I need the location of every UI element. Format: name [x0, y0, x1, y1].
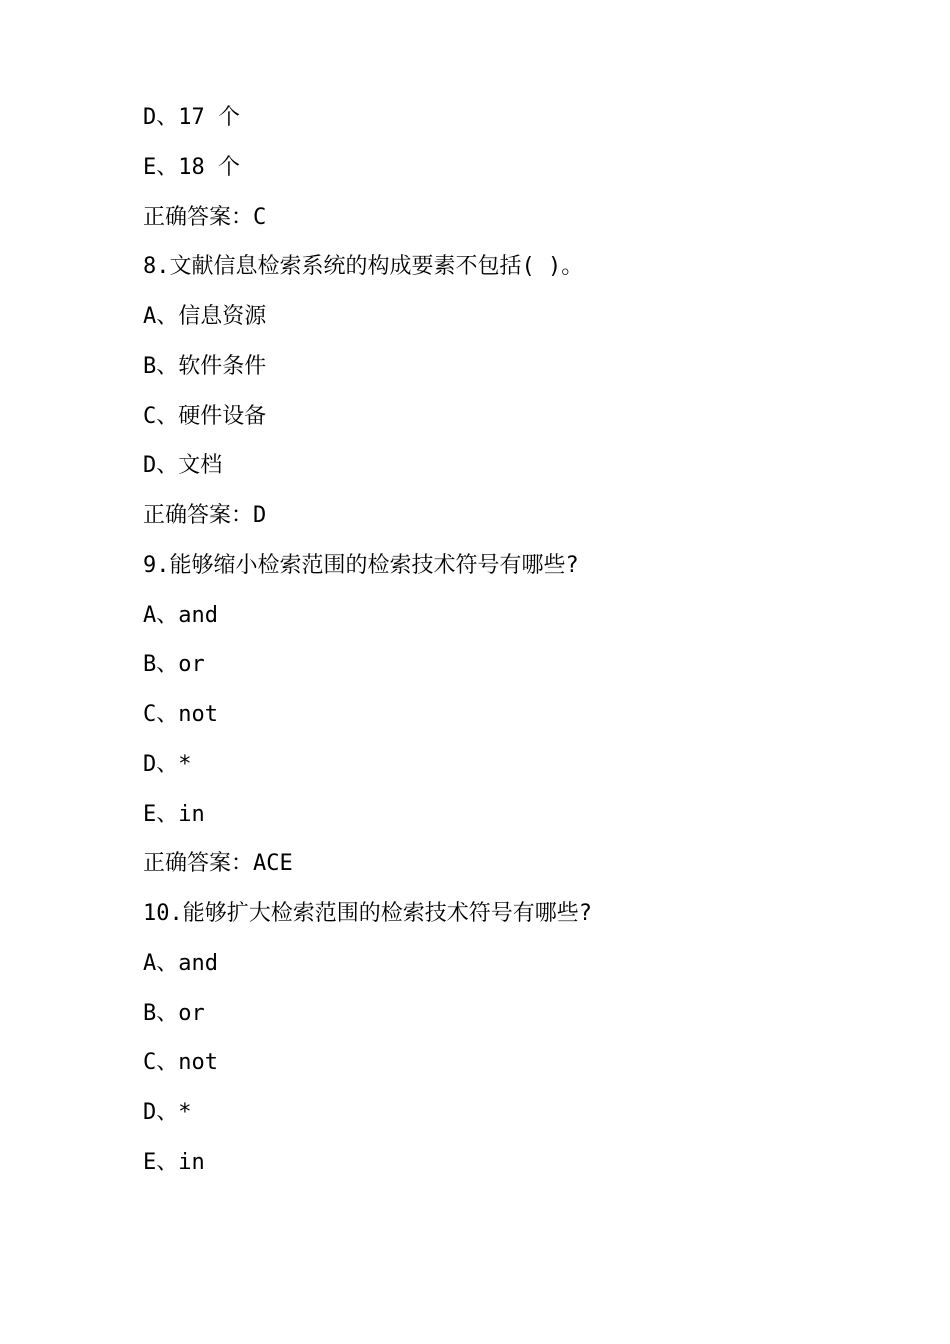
option-line: D、文档 — [143, 453, 223, 479]
option-line: B、软件条件 — [143, 353, 267, 379]
question-line: 10.能够扩大检索范围的检索技术符号有哪些? — [143, 901, 592, 926]
option-line: E、in — [143, 801, 205, 827]
option-line: A、信息资源 — [143, 304, 267, 329]
question-line: 8.文献信息检索系统的构成要素不包括( )。 — [143, 254, 584, 280]
option-line: B、or — [143, 652, 205, 678]
option-line: B、or — [143, 1000, 205, 1026]
option-line: C、硬件设备 — [143, 403, 267, 429]
option-line: D、* — [143, 1100, 192, 1125]
option-line: C、not — [143, 1050, 218, 1076]
option-line: A、and — [143, 602, 218, 628]
question-line: 9.能够缩小检索范围的检索技术符号有哪些? — [143, 552, 579, 578]
option-line: E、in — [143, 1149, 205, 1175]
option-line: A、and — [143, 950, 218, 976]
option-line: D、17 个 — [143, 105, 240, 130]
option-line: D、* — [143, 751, 192, 777]
answer-line: 正确答案：D — [143, 503, 267, 528]
answer-line: 正确答案：C — [143, 204, 267, 230]
option-line: C、not — [143, 702, 218, 727]
answer-line: 正确答案：ACE — [143, 851, 293, 877]
document-body — [143, 96, 903, 1191]
option-line: E、18 个 — [143, 154, 240, 180]
